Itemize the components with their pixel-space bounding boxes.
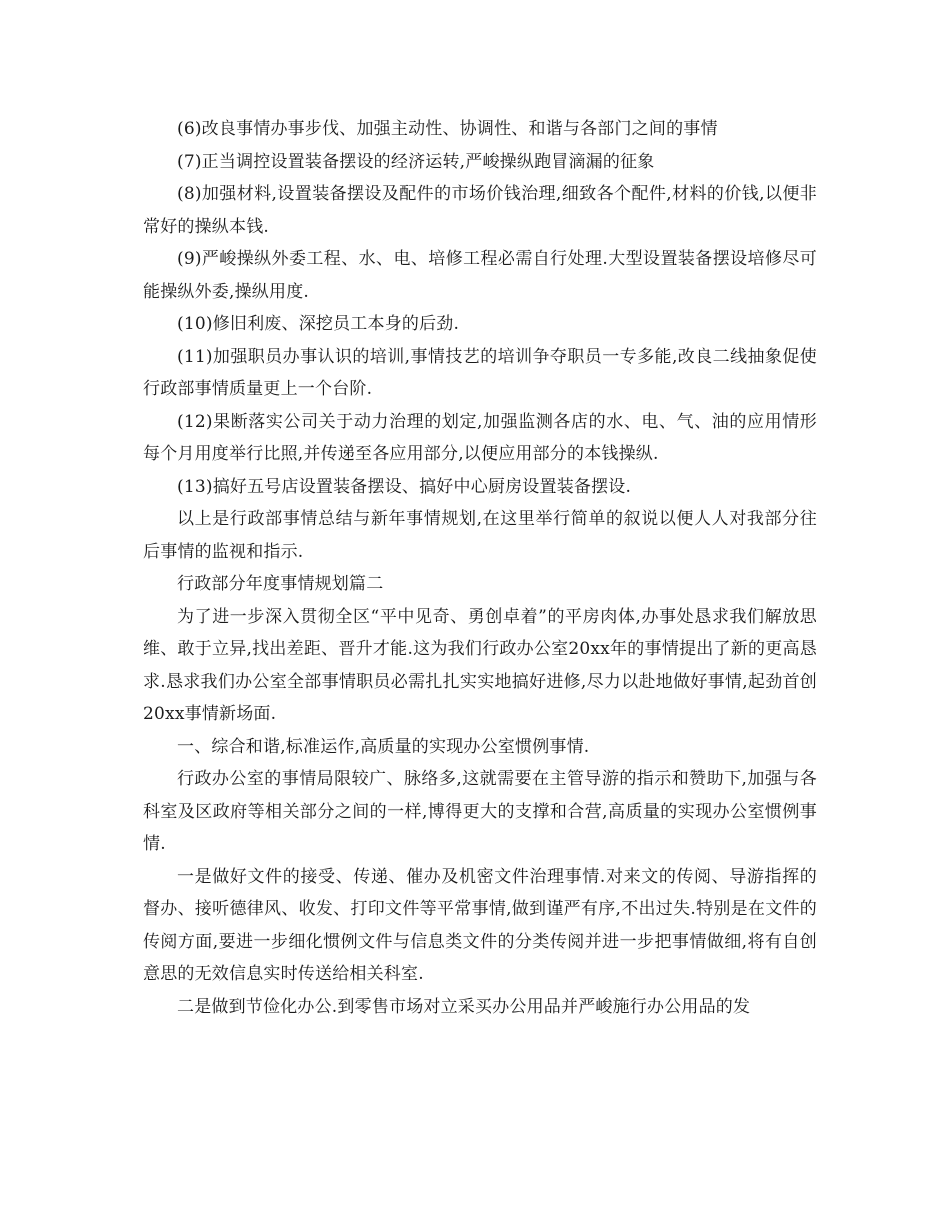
paragraph-item-11: (11)加强职员办事认识的培训,事情技艺的培训争夺职员一专多能,改良二线抽象促使行政部事情质量更上一个台阶. [143,346,817,399]
section-heading: 行政部分年度事情规划篇二 [177,574,384,594]
paragraph-item-6: (6)改良事情办事步伐、加强主动性、协调性、和谐与各部门之间的事情 [177,119,718,139]
paragraph-item-10: (10)修旧利废、深挖员工本身的后劲. [177,314,460,334]
paragraph-item-8: (8)加强材料,设置装备摆设及配件的市场价钱治理,细致各个配件,材料的价钱,以便非常好的操纵本钱. [143,184,817,237]
body-paragraph: 二是做到节俭化办公.到零售市场对立采买办公用品并严峻施行办公用品的发 [177,996,751,1017]
paragraph-item-9: (9)严峻操纵外委工程、水、电、培修工程必需自行处理.大型设置装备摆设培修尽可能操纵外委,操纵用度. [143,249,817,302]
body-paragraph: 一是做好文件的接受、传递、催办及机密文件治理事情.对来文的传阅、导游指挥的督办、接听德律风、收发、打印文件等平常事情,做到谨严有序,不出过失.特别是在文件的传阅方面,要进一步细化惯例文件与信息类文件的分类传阅并进一步把事情做细,将有自创意思的无效信息实时传送给相关科室. [143,866,817,984]
body-paragraph: 行政办公室的事情局限较广、脉络多,这就需要在主管导游的指示和赞助下,加强与各科室及区政府等相关部分之间的一样,博得更大的支撑和合营,高质量的实现办公室惯例事情. [143,769,817,854]
paragraph-item-7: (7)正当调控设置装备摆设的经济运转,严峻操纵跑冒滴漏的征象 [177,151,655,172]
document-body [143,113,817,1023]
paragraph-item-12: (12)果断落实公司关于动力治理的划定,加强监测各店的水、电、气、油的应用情形每个月用度举行比照,并传递至各应用部分,以便应用部分的本钱操纵. [143,411,817,464]
intro-paragraph: 为了进一步深入贯彻全区“平中见奇、勇创卓着”的平房肉体,办事处恳求我们解放思维、敢于立异,找出差距、晋升才能.这为我们行政办公室20xx年的事情提出了新的更高恳求.恳求我们办公室全部事情职员必需扎扎实实地搞好进修,尽力以赴地做好事情,起劲首创20xx事情新场面. [143,606,817,724]
paragraph-item-13: (13)搞好五号店设置装备摆设、搞好中心厨房设置装备摆设. [177,476,632,497]
subsection-heading: 一、综合和谐,标准运作,高质量的实现办公室惯例事情. [177,736,590,757]
summary-paragraph: 以上是行政部事情总结与新年事情规划,在这里举行简单的叙说以便人人对我部分往后事情的监视和指示. [143,509,817,562]
